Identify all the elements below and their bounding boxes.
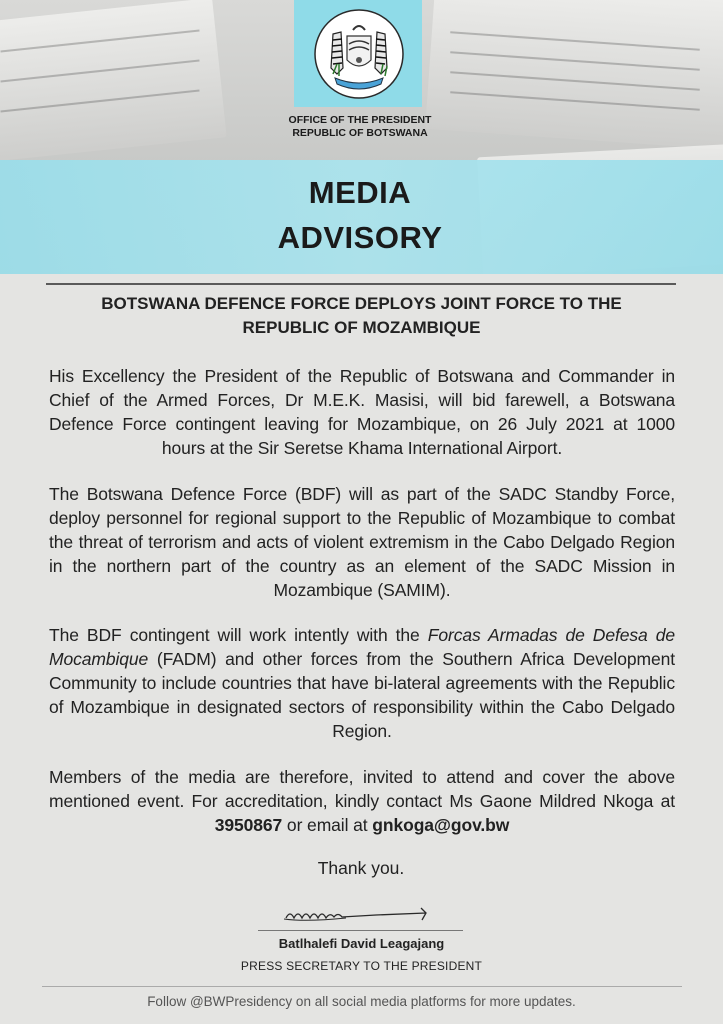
- page-title: [200, 170, 520, 260]
- paragraph-media-invitation: [49, 765, 675, 837]
- footer-divider: [42, 986, 682, 987]
- paragraph-text: The BDF contingent will work intently with the: [49, 625, 428, 645]
- office-line-2: REPUBLIC OF BOTSWANA: [292, 127, 428, 139]
- paragraph-cooperation: [49, 623, 675, 743]
- paragraph-announcement: His Excellency the President of the Republic of Botswana and Commander in Chief of the Armed Forces, Dr M.E.K. Masisi, will bid farewell, a Botswana Defence Force contingent leaving for Mozambique, on 26 July 2021 at 1000 hours at the Sir Seretse Khama International Airport.: [49, 366, 675, 458]
- divider: [46, 283, 676, 285]
- fadm-name: Forcas Armadas de Defesa de Mocambique: [49, 625, 675, 669]
- office-line-1: OFFICE OF THE PRESIDENT: [288, 114, 432, 126]
- footer-social: Follow @BWPresidency on all social media platforms for more updates.: [147, 994, 576, 1009]
- headline-line-2: REPUBLIC OF MOZAMBIQUE: [242, 318, 481, 337]
- signer-name: Batlhalefi David Leagajang: [278, 936, 445, 951]
- closing-thanks: Thank you.: [317, 858, 405, 878]
- contact-email: gnkoga@gov.bw: [372, 815, 510, 835]
- headline: [40, 292, 683, 340]
- contact-phone: 3950867: [214, 815, 283, 835]
- paragraph-text: Members of the media are therefore, invited to attend and cover the above mentioned event. For accreditation, kindly contact Ms Gaone Mildred Nkoga at: [49, 767, 675, 811]
- title-line-1: MEDIA: [308, 175, 412, 210]
- botswana-coat-of-arms-icon: [313, 8, 405, 100]
- header-banner: [0, 0, 723, 274]
- title-line-2: ADVISORY: [277, 220, 443, 255]
- newspaper-decoration: [425, 0, 723, 151]
- signer-title: PRESS SECRETARY TO THE PRESIDENT: [240, 959, 483, 973]
- issuing-office: [262, 114, 458, 140]
- paragraph-deployment: The Botswana Defence Force (BDF) will as part of the SADC Standby Force, deploy personnel for regional support to the Republic of Mozambique to combat the threat of terrorism and acts of violent extremism in the Cabo Delgado Region in the northern part of the country as an element of the SADC Mission in Mozambique (SAMIM).: [49, 484, 675, 600]
- signature-image: [276, 900, 446, 928]
- paragraph-text: (FADM) and other forces from the Southern Africa Development Community to include countries that have bi-lateral agreements with the Republic of Mozambique in designated sectors of responsibility within the Cabo Delgado Region.: [49, 649, 675, 741]
- headline-line-1: BOTSWANA DEFENCE FORCE DEPLOYS JOINT FORCE TO THE: [101, 294, 622, 313]
- newspaper-decoration: [0, 0, 227, 162]
- paragraph-text: or email at: [282, 815, 373, 835]
- signature-line: [258, 930, 463, 931]
